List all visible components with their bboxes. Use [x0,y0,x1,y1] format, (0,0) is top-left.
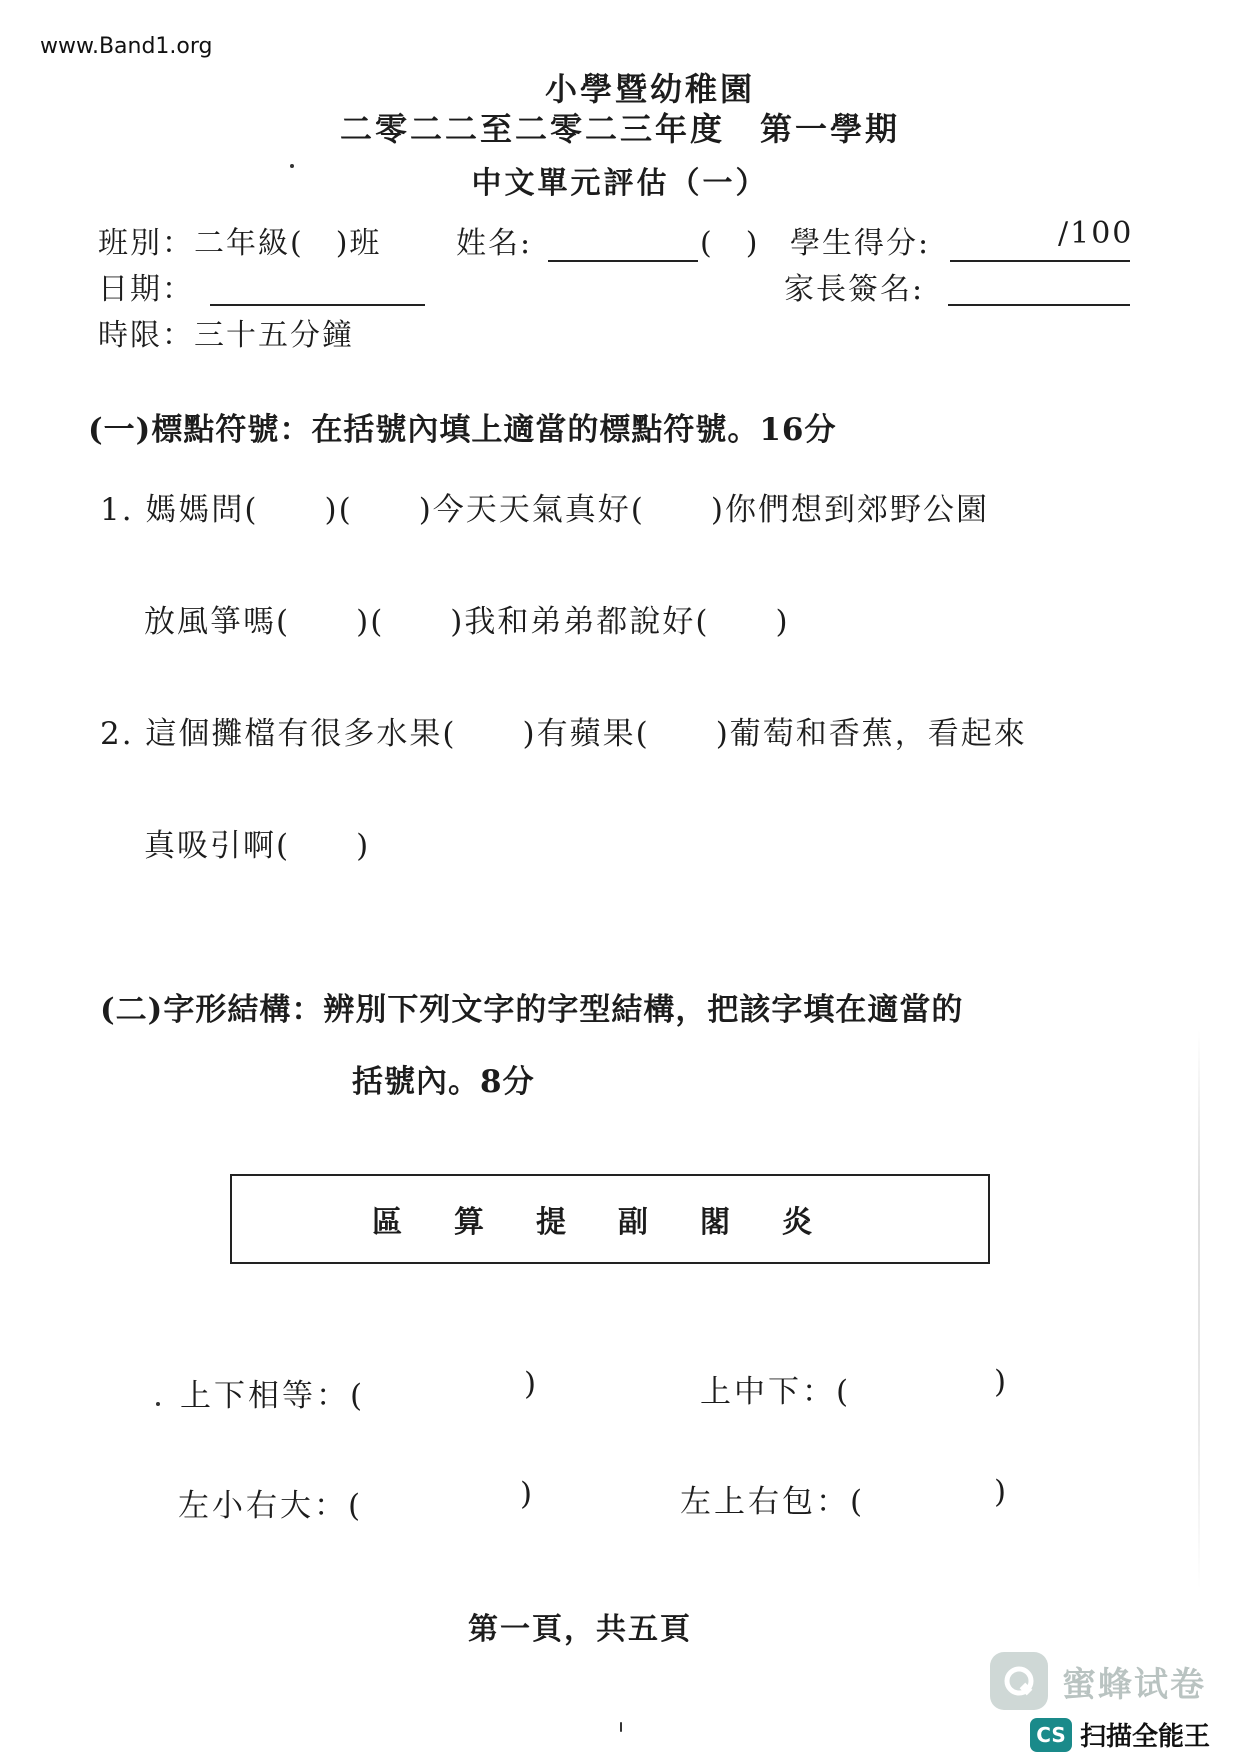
category-top-mid-bottom-close: ) [994,1364,1010,1400]
name-label: 姓名: [456,226,533,261]
student-number: ( ) [700,226,760,261]
site-url: www.Band1.org [40,34,213,59]
question2-line2: 真吸引啊( ) [144,828,371,864]
character-5: 閣 [700,1205,730,1240]
scanner-watermark-text: 扫描全能王 [1080,1722,1211,1752]
character-1: 區 [372,1205,402,1240]
category-left-small-right-big-close: ) [520,1476,536,1512]
question1-line1: 1. 媽媽問( )( )今天天氣真好( )你們想到郊野公園 [100,492,989,528]
name-blank [548,230,698,262]
parent-signature-label: 家長簽名: [784,272,925,307]
scan-speck [620,1722,622,1732]
category-top-mid-bottom: 上中下：( [700,1374,852,1410]
brand-watermark-text: 蜜蜂试卷 [1062,1664,1206,1705]
class-label: 班別：二年級( )班 [98,226,382,261]
brand-watermark [990,1652,1206,1710]
character-2: 算 [454,1205,484,1240]
section1-title: (一)標點符號：在括號內填上適當的標點符號。16分 [88,412,837,448]
time-limit: 時限：三十五分鐘 [98,318,354,353]
page-number: 第一頁，共五頁 [468,1612,692,1647]
section2-title-line2: 括號內。8分 [352,1064,535,1100]
category-left-top-right-wrap-close: ) [994,1474,1010,1510]
category-left-top-right-wrap: 左上右包：( [680,1484,866,1520]
bee-logo-icon [990,1652,1048,1710]
question2-line1: 2. 這個攤檔有很多水果( )有蘋果( )葡萄和香蕉，看起來 [100,716,1027,752]
assessment-title: 中文單元評估（一） [471,166,769,201]
category-top-bottom-equal: 上下相等：( [180,1378,366,1414]
scan-speck [290,164,294,168]
date-label: 日期： [98,272,194,307]
category-top-bottom-equal-close: ) [524,1366,540,1402]
parent-signature-blank [948,274,1130,306]
category-left-small-right-big: 左小右大：( [178,1488,364,1524]
question1-line2: 放風箏嗎( )( )我和弟弟都說好( ) [144,604,790,640]
scan-speck [156,1402,160,1406]
academic-year: 二零二二至二零二三年度 第一學期 [339,110,900,148]
character-4: 副 [618,1205,648,1240]
character-box [230,1174,990,1264]
character-6: 炎 [782,1205,812,1240]
camscanner-logo-icon: CS [1030,1718,1072,1752]
scanner-watermark [1030,1716,1210,1753]
section2-title-line1: (二)字形結構：辨別下列文字的字型結構，把該字填在適當的 [100,992,964,1028]
character-3: 提 [536,1205,566,1240]
score-total: /100 [1058,216,1134,251]
score-label: 學生得分: [790,226,931,261]
scan-edge-shadow [1198,1030,1200,1590]
date-blank [210,274,425,306]
school-name: 小學暨幼稚園 [544,70,755,108]
